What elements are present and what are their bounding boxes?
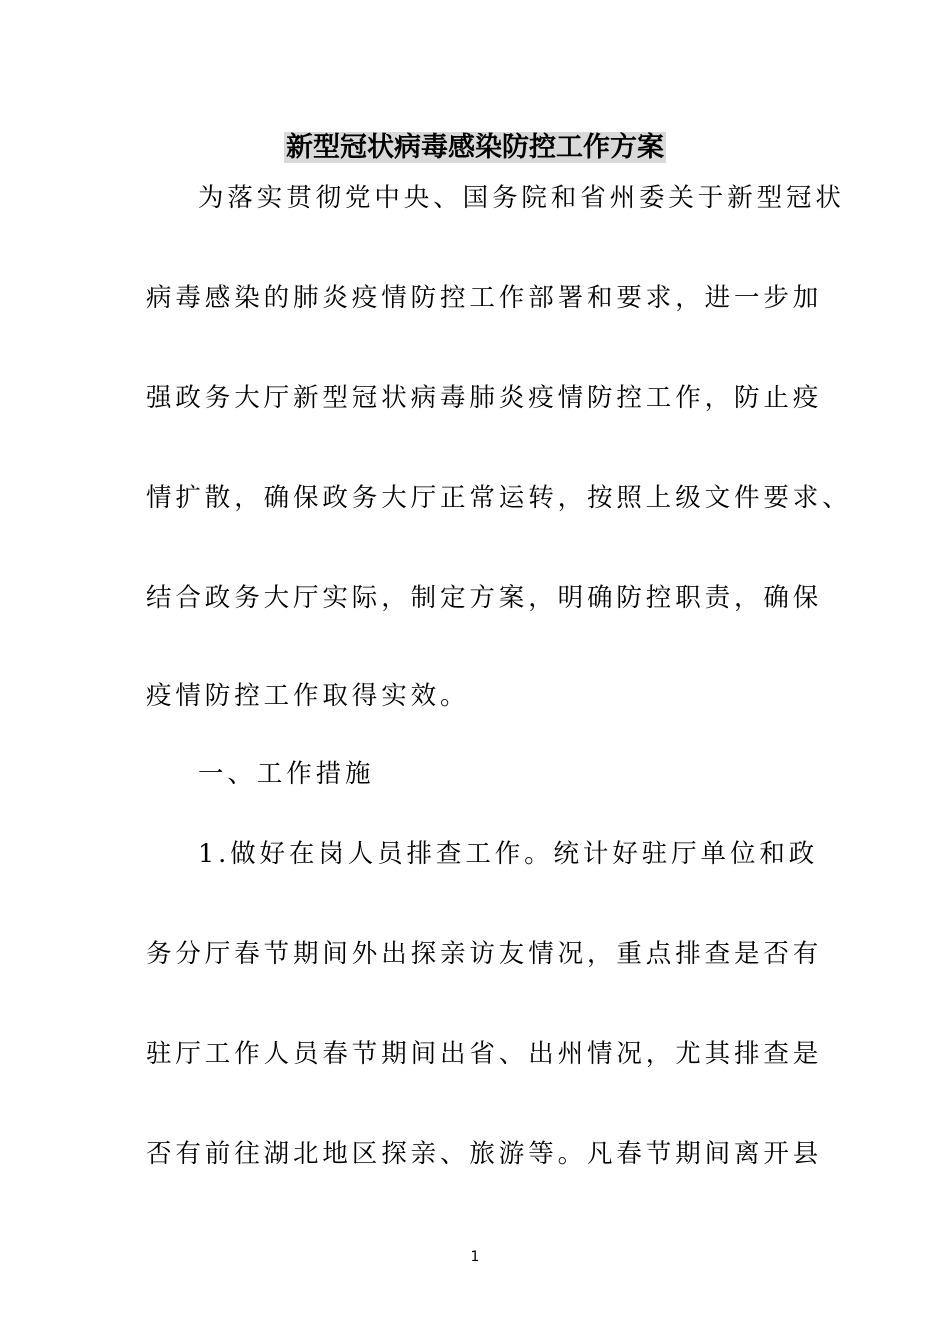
paragraph-line: 疫情防控工作取得实效。 [146,681,470,711]
document-title-text: 新型冠状病毒感染防控工作方案 [286,132,664,163]
paragraph-line: 为落实贯彻党中央、国务院和省州委关于新型冠状 [198,183,845,213]
paragraph-line: 情扩散，确保政务大厅正常运转，按照上级文件要求、 [146,483,852,513]
paragraph-line: 结合政务大厅实际，制定方案，明确防控职责，确保 [146,583,823,613]
section-heading: 一、工作措施 [198,759,375,789]
document-title [0,128,950,168]
paragraph-line: 病毒感染的肺炎疫情防控工作部署和要求，进一步加 [146,283,823,313]
paragraph-line: 否有前往湖北地区探亲、旅游等。凡春节期间离开县 [146,1139,823,1169]
paragraph-line: 务分厅春节期间外出探亲访友情况，重点排查是否有 [146,939,823,969]
paragraph-line: 驻厅工作人员春节期间出省、出州情况，尤其排查是 [146,1039,823,1069]
paragraph-line: 强政务大厅新型冠状病毒肺炎疫情防控工作，防止疫 [146,383,823,413]
page-number: 1 [470,1249,480,1265]
paragraph-line: 1.做好在岗人员排查工作。统计好驻厅单位和政 [198,839,819,869]
